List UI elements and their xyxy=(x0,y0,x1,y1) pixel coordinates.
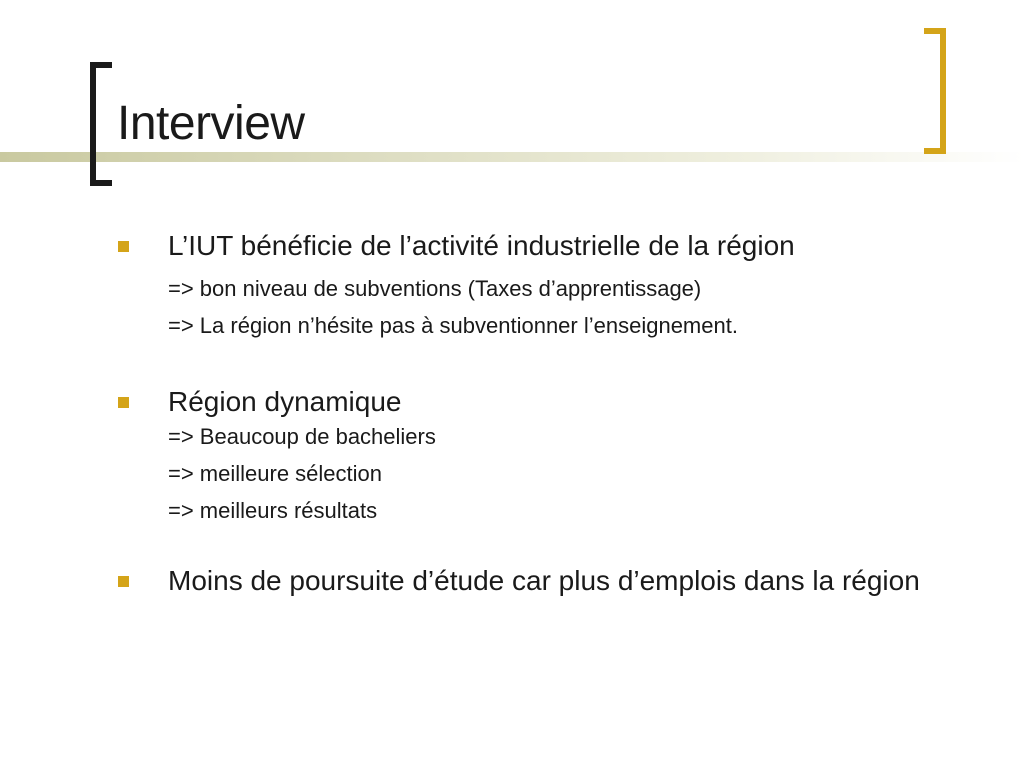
sub-item: => bon niveau de subventions (Taxes d’apprentissage) xyxy=(168,276,702,301)
left-bracket-decoration xyxy=(90,62,112,186)
square-bullet-icon xyxy=(118,397,129,408)
sub-item: => La région n’hésite pas à subventionner l’enseignement. xyxy=(168,313,738,338)
bullet-text: Région dynamique xyxy=(168,386,402,417)
bullet-text: Moins de poursuite d’étude car plus d’emplois dans la région xyxy=(168,565,920,596)
sub-list xyxy=(118,270,978,344)
sub-list xyxy=(118,418,978,529)
square-bullet-icon xyxy=(118,576,129,587)
sub-item: => Beaucoup de bacheliers xyxy=(168,424,436,449)
bullet-item xyxy=(118,384,978,420)
sub-item: => meilleurs résultats xyxy=(168,498,378,523)
sub-item: => meilleure sélection xyxy=(168,461,383,486)
right-bracket-decoration xyxy=(924,28,946,154)
title-underline-band xyxy=(0,152,1024,162)
bullet-item xyxy=(118,228,978,264)
square-bullet-icon xyxy=(118,241,129,252)
slide-title: Interview xyxy=(117,97,305,150)
bullet-item xyxy=(118,563,978,599)
bullet-text: L’IUT bénéficie de l’activité industrielle de la région xyxy=(168,230,795,261)
bullet-list xyxy=(118,228,978,599)
